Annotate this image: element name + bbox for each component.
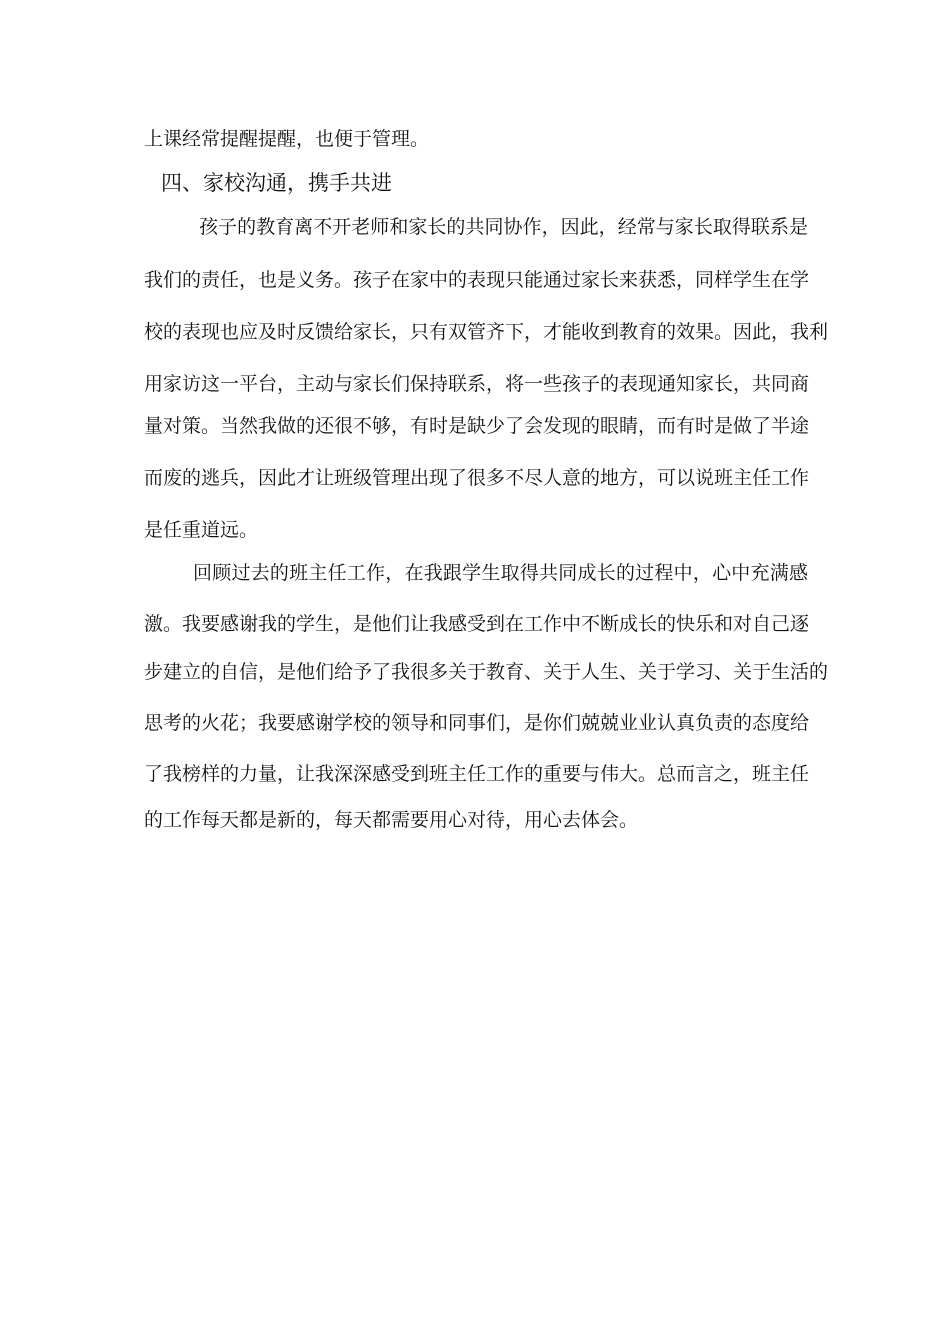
paragraph-line: 校的表现也应及时反馈给家长，只有双管齐下，才能收到教育的效果。因此，我利 [144,321,829,343]
paragraph-line: 孩子的教育离不开老师和家长的共同协作，因此，经常与家长取得联系是 [199,216,808,238]
paragraph-line: 而废的逃兵，因此才让班级管理出现了很多不尽人意的地方，可以说班主任工作 [144,467,810,489]
paragraph-line: 思考的火花；我要感谢学校的领导和同事们，是你们兢兢业业认真负责的态度给 [144,712,810,734]
paragraph-line: 是任重道远。 [144,519,259,541]
section-heading: 四、家校沟通，携手共进 [161,171,392,195]
intro-line: 上课经常提醒提醒，也便于管理。 [144,128,430,150]
paragraph-line: 激。我要感谢我的学生，是他们让我感受到在工作中不断成长的快乐和对自己逐 [144,613,810,635]
paragraph-line: 的工作每天都是新的，每天都需要用心对待，用心去体会。 [144,809,639,831]
paragraph-line: 步建立的自信，是他们给予了我很多关于教育、关于人生、关于学习、关于生活的 [144,661,829,683]
paragraph-line: 回顾过去的班主任工作，在我跟学生取得共同成长的过程中，心中充满感 [193,562,808,584]
paragraph-line: 我们的责任，也是义务。孩子在家中的表现只能通过家长来获悉，同样学生在学 [144,269,810,291]
paragraph-line: 了我榜样的力量，让我深深感受到班主任工作的重要与伟大。总而言之，班主任 [144,763,810,785]
paragraph-line: 量对策。当然我做的还很不够，有时是缺少了会发现的眼睛，而有时是做了半途 [144,415,810,437]
paragraph-line: 用家访这一平台，主动与家长们保持联系，将一些孩子的表现通知家长，共同商 [144,373,810,395]
